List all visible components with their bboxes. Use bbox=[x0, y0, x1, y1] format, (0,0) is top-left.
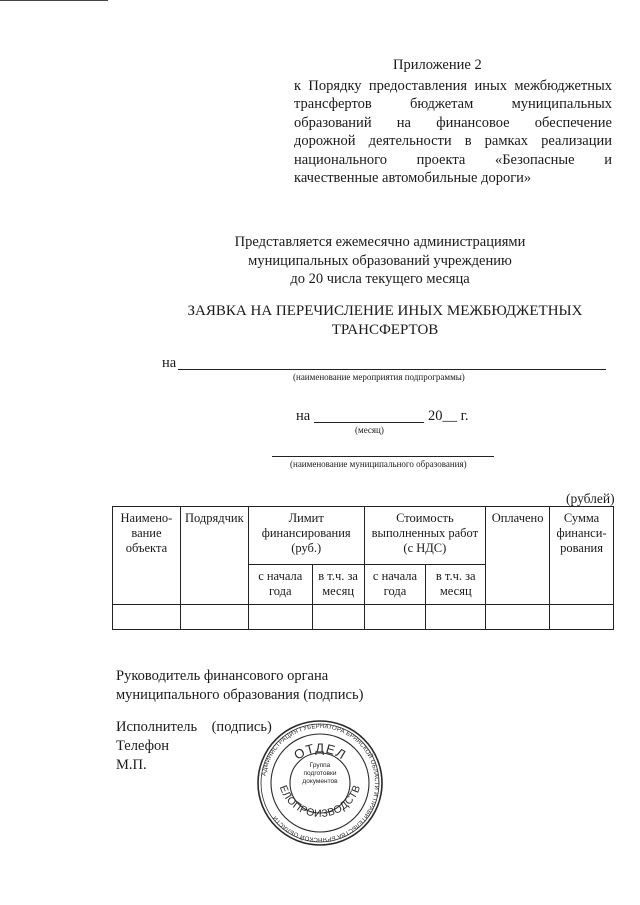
appendix-body: к Порядку предоставления иных межбюджетных трансфертов бюджетам муниципальных образований на финансовое обеспечение дорожной деятельности в рамках реализации национального проекта «Безопасные и качественные автомобильные дороги» bbox=[294, 78, 612, 187]
table-cell[interactable] bbox=[180, 605, 248, 630]
header-amount: Сумма финанси-рования bbox=[550, 507, 614, 605]
seal-center-text bbox=[291, 762, 349, 786]
table-cell[interactable] bbox=[113, 605, 181, 630]
head-signature-line2: муниципального образования (подпись) bbox=[116, 687, 364, 703]
seal-place-label: М.П. bbox=[116, 757, 147, 773]
seal-center-line: документов bbox=[302, 778, 338, 785]
document-title-line: ЗАЯВКА НА ПЕРЕЧИСЛЕНИЕ ИНЫХ МЕЖБЮДЖЕТНЫХ bbox=[187, 303, 583, 319]
subheader-limit-month: в т.ч. за месяц bbox=[312, 565, 364, 605]
header-cost: Стоимость выполненных работ (с НДС) bbox=[364, 507, 486, 565]
table-cell[interactable] bbox=[312, 605, 364, 630]
seal-ring-text: АДМИНИСТРАЦИЯ ГУБЕРНАТОРА БРЯНСКОЙ ОБЛАСТИ И ПРАВИТЕЛЬСТВА БРЯНСКОЙ ОБЛАСТИ bbox=[261, 723, 380, 843]
month-input-line[interactable] bbox=[314, 422, 424, 423]
subheader-cost-month: в т.ч. за месяц bbox=[426, 565, 486, 605]
month-prefix: на bbox=[296, 408, 311, 424]
event-prefix: на bbox=[162, 355, 177, 371]
submission-note-line: муниципальных образований учреждению bbox=[248, 252, 512, 269]
document-title-line: ТРАНСФЕРТОВ bbox=[331, 322, 439, 338]
municipality-caption: (наименование муниципального образования) bbox=[290, 459, 467, 469]
appendix-title: Приложение 2 bbox=[393, 57, 482, 73]
event-caption: (наименование мероприятия подпрограммы) bbox=[293, 372, 465, 382]
currency-note: (рублей) bbox=[566, 491, 615, 506]
top-rule bbox=[0, 0, 108, 1]
seal-bottom-text: ЕЛОПРОИЗВОДСТВ bbox=[276, 783, 364, 821]
header-object-name: Наимено-вание объекта bbox=[113, 507, 181, 605]
month-year: 20__ г. bbox=[428, 408, 469, 424]
seal-center-line: подготовки bbox=[303, 770, 337, 777]
municipality-input-line[interactable] bbox=[272, 456, 494, 457]
header-paid: Оплачено bbox=[486, 507, 550, 605]
phone-label: Телефон bbox=[116, 738, 169, 754]
submission-note-line: до 20 числа текущего месяца bbox=[290, 271, 470, 288]
month-caption: (месяц) bbox=[355, 425, 384, 435]
header-contractor: Подрядчик bbox=[180, 507, 248, 605]
submission-note-line: Представляется ежемесячно администрациями bbox=[234, 234, 526, 250]
seal-top-text: ОТДЕЛ bbox=[291, 740, 349, 763]
office-seal bbox=[255, 718, 385, 848]
header-limit: Лимит финансирования (руб.) bbox=[248, 507, 364, 565]
transfer-table bbox=[112, 506, 614, 630]
document-title bbox=[150, 302, 620, 340]
table-cell[interactable] bbox=[550, 605, 614, 630]
submission-note bbox=[200, 233, 560, 289]
head-signature-line1: Руководитель финансового органа bbox=[116, 668, 329, 684]
seal-center-line: Группа bbox=[309, 762, 331, 769]
table-cell[interactable] bbox=[486, 605, 550, 630]
subheader-cost-ytd: с начала года bbox=[364, 565, 426, 605]
event-input-line[interactable] bbox=[178, 369, 606, 370]
table-cell[interactable] bbox=[426, 605, 486, 630]
table-cell[interactable] bbox=[364, 605, 426, 630]
executor-signature: Исполнитель (подпись) bbox=[116, 719, 272, 735]
subheader-limit-ytd: с начала года bbox=[248, 565, 312, 605]
table-row bbox=[113, 605, 614, 630]
table-cell[interactable] bbox=[248, 605, 312, 630]
